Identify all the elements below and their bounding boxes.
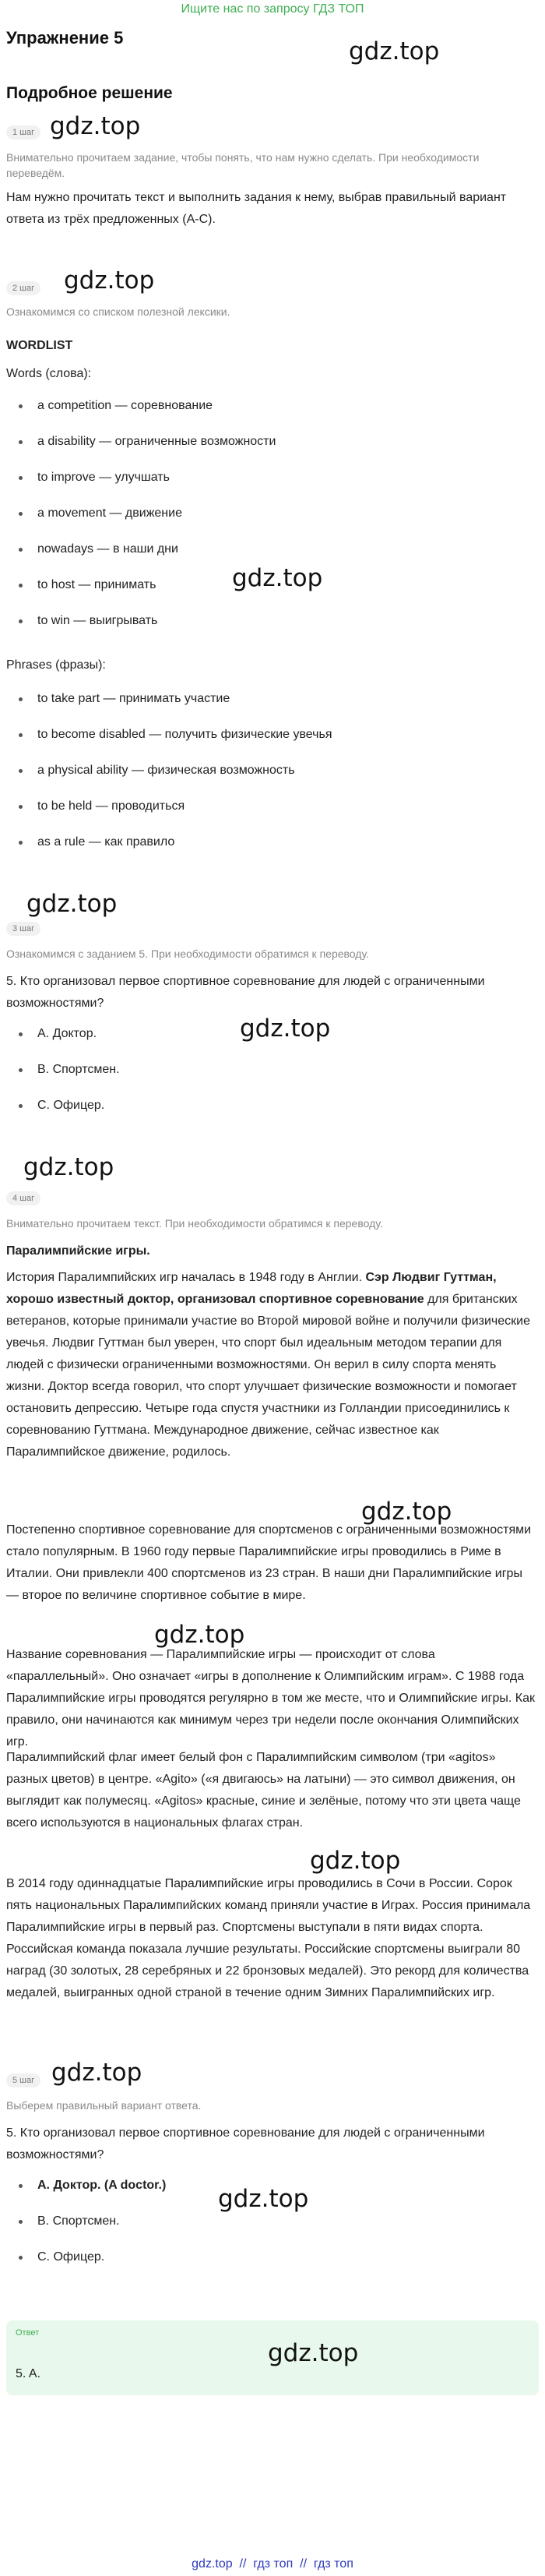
list-item: a physical ability — физическая возможность: [6, 753, 536, 789]
list-item: to win — выигрывать: [6, 603, 536, 639]
watermark: gdz.top: [361, 1498, 452, 1526]
words-list: [6, 388, 536, 639]
list-item: as a rule — как правило: [6, 824, 536, 860]
phrases-title: Phrases (фразы):: [6, 658, 106, 672]
watermark: gdz.top: [240, 1015, 331, 1043]
correct-answer-option: A. Доктор. (A doctor.): [6, 2168, 536, 2204]
watermark: gdz.top: [218, 2185, 309, 2213]
step-hint: Ознакомимся со списком полезной лексики.: [6, 305, 230, 318]
list-item: a disability — ограниченные возможности: [6, 424, 536, 460]
options-list: [6, 2168, 536, 2275]
page-title: Упражнение 5: [6, 28, 124, 48]
list-item: to take part — принимать участие: [6, 681, 536, 717]
top-search-link[interactable]: Ищите нас по запросу ГДЗ ТОП: [181, 2, 364, 16]
step-badge: 3 шаг: [6, 922, 40, 936]
step-hint: Ознакомимся с заданием 5. При необходимости обратимся к переводу.: [6, 947, 369, 960]
footer-links[interactable]: gdz.top // гдз топ // гдз топ: [192, 2557, 353, 2571]
step-badge: 1 шаг: [6, 125, 40, 139]
list-item: a movement — движение: [6, 496, 536, 531]
list-item: to become disabled — получить физические увечья: [6, 717, 536, 753]
watermark: gdz.top: [50, 112, 141, 140]
phrases-list: [6, 681, 536, 860]
answer-option: B. Спортсмен.: [6, 1052, 536, 1088]
step-hint: Выберем правильный вариант ответа.: [6, 2099, 202, 2112]
options-list: [6, 1016, 536, 1124]
step-badge: 4 шаг: [6, 1191, 40, 1205]
question-text: 5. Кто организовал первое спортивное соревнование для людей с ограниченными возможностями?: [6, 975, 485, 1010]
answer-option: A. Доктор.: [6, 1016, 536, 1052]
step-2: [6, 281, 536, 295]
list-item: to be held — проводиться: [6, 789, 536, 824]
watermark: gdz.top: [310, 1847, 401, 1875]
answer-option: C. Офицер.: [6, 2239, 536, 2275]
section-title: Подробное решение: [6, 84, 173, 102]
watermark: gdz.top: [26, 890, 118, 918]
answer-label: Ответ: [16, 2328, 40, 2338]
list-item: to improve — улучшать: [6, 460, 536, 496]
question-text: 5. Кто организовал первое спортивное соревнование для людей с ограниченными возможностями?: [6, 2126, 485, 2161]
words-title: Words (слова):: [6, 367, 92, 380]
text-heading: Паралимпийские игры.: [6, 1244, 150, 1258]
answer-option: C. Офицер.: [6, 1088, 536, 1124]
watermark: gdz.top: [232, 564, 323, 592]
step-3: [6, 921, 536, 936]
step-hint: Внимательно прочитаем задание, чтобы понять, что нам нужно сделать. При необходимости переведём.: [6, 151, 480, 179]
step-4: [6, 1191, 536, 1205]
answer-option: B. Спортсмен.: [6, 2204, 536, 2239]
watermark: gdz.top: [268, 2339, 359, 2367]
watermark: gdz.top: [23, 1153, 114, 1181]
watermark: gdz.top: [51, 2059, 142, 2087]
text-paragraph: История Паралимпийских игр началась в 1948 году в Англии. Сэр Людвиг Гуттман, хорошо известный доктор, организовал спортивное соревнование для британских ветеранов, которые принимали участие во Второй мировой войне и получили физические увечья. Людвиг Гуттман был уверен, что спорт был идеальным методом терапии для людей с физически ограниченными возможностями. Он верил в силу спорта менять жизни. Доктор всегда говорил, что спорт улучшает физические возможности и помогает остановить депрессию. Четыре года спустя участники из Голландии присоединились к соревнованию Гуттмана. Международное движение, сейчас известное как Паралимпийское движение, родилось.: [6, 1271, 530, 1459]
text-paragraph: В 2014 году одиннадцатые Паралимпийские игры проводились в Сочи в России. Сорок пять национальных Паралимпийских команд приняли участие в Играх. Россия принимала Паралимпийские игры в первый раз. Спортсмены выступали в пяти видах спорта. Российская команда показала лучшие результаты. Российские спортсмены выиграли 80 наград (30 золотых, 28 серебряных и 22 бронзовых медалей). Это рекорд для количества медалей, выигранных одной страной в течение одним Зимних Паралимпийских игр.: [6, 1877, 531, 1999]
text-paragraph: Название соревнования — Паралимпийские игры — происходит от слова «параллельный». Оно означает «игры в дополнение к Олимпийским играм». С 1988 года Паралимпийские игры проводятся регулярно в том же месте, что и Олимпийские игры. Как правило, они начинаются как минимум через три недели после окончания Олимпийских игр.: [6, 1648, 536, 1749]
list-item: to host — принимать: [6, 567, 536, 603]
step-text: Нам нужно прочитать текст и выполнить задания к нему, выбрав правильный вариант ответа из трёх предложенных (A-C).: [6, 191, 507, 226]
watermark: gdz.top: [349, 37, 440, 65]
step-hint: Внимательно прочитаем текст. При необходимости обратимся к переводу.: [6, 1217, 383, 1230]
wordlist-title: WORDLIST: [6, 339, 73, 352]
step-badge: 5 шаг: [6, 2073, 40, 2087]
list-item: nowadays — в наши дни: [6, 531, 536, 567]
text-paragraph: Постепенно спортивное соревнование для спортсменов с ограниченными возможностями стало популярным. В 1960 году первые Паралимпийские игры проводились в Риме в Италии. Они привлекли 400 спортсменов из 23 стран. В наши дни Паралимпийские игры — второе по величине спортивное событие в мире.: [6, 1523, 532, 1602]
text-paragraph: Паралимпийский флаг имеет белый фон с Паралимпийским символом (три «agitos» разных цветов) в центре. «Agito» («я двигаюсь» на латыни) — это символ движения, он выглядит как полумесяц. «Agitos» красные, синие и зелёные, потому что эти цвета чаще всего используются в национальных флагах стран.: [6, 1751, 521, 1830]
list-item: a competition — соревнование: [6, 388, 536, 424]
step-badge: 2 шаг: [6, 281, 40, 295]
answer-text: 5. A.: [16, 2367, 41, 2380]
watermark: gdz.top: [154, 1621, 245, 1649]
watermark: gdz.top: [64, 266, 155, 295]
